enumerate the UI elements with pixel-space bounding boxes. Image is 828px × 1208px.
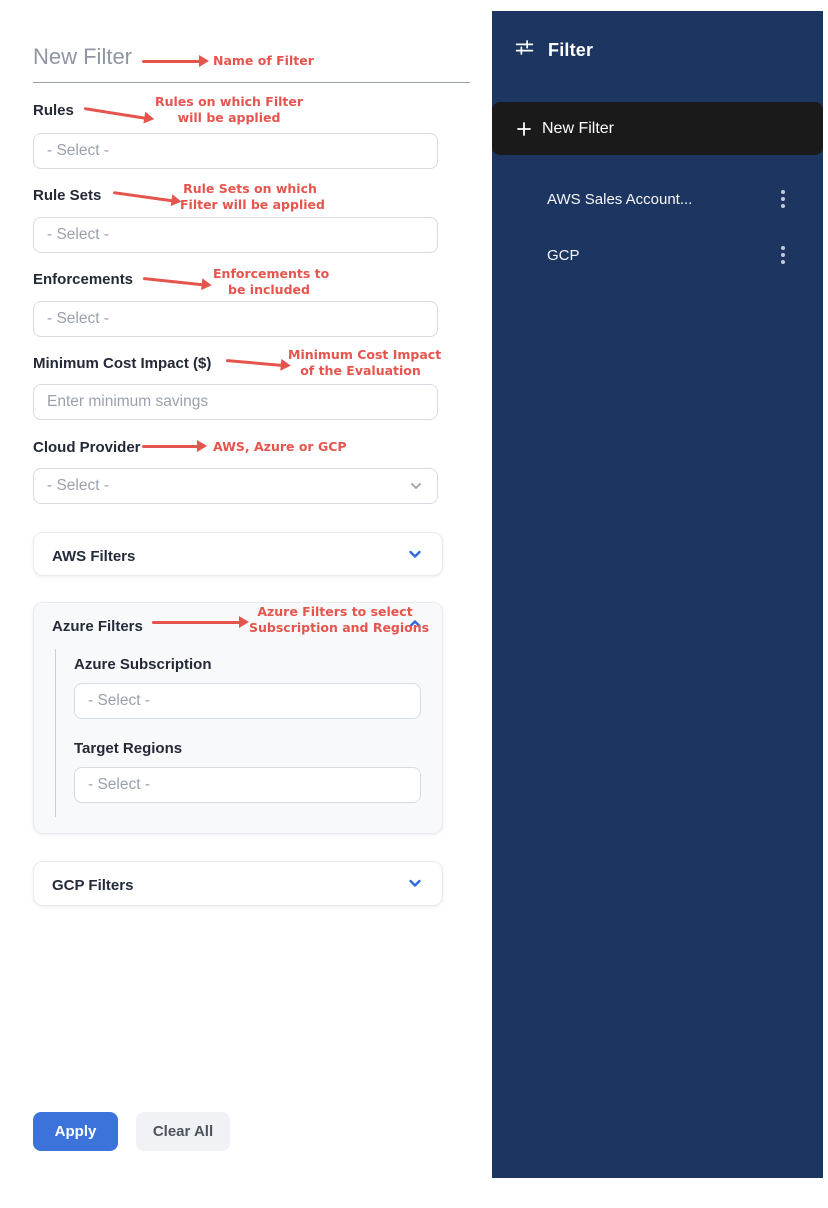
annotation-min-cost-line2: of the Evaluation <box>300 363 421 379</box>
gcp-filters-title: GCP Filters <box>52 877 134 894</box>
kebab-menu-icon[interactable] <box>777 186 789 212</box>
sidebar-item-gcp[interactable] <box>492 227 823 283</box>
sidebar-header <box>492 11 823 88</box>
cloud-provider-select[interactable] <box>33 468 438 504</box>
filter-sidebar <box>492 11 823 1178</box>
apply-button[interactable]: Apply <box>33 1112 118 1151</box>
aws-filters-toggle[interactable] <box>34 533 442 580</box>
annotation-arrow-min-cost <box>226 359 282 367</box>
enforcements-select[interactable] <box>33 301 438 337</box>
indent-guide <box>55 649 56 817</box>
enforcements-label: Enforcements <box>33 271 134 288</box>
annotation-rules-line2: will be applied <box>177 110 281 126</box>
annotation-arrow-azure <box>152 621 240 624</box>
chevron-down-icon <box>406 874 424 897</box>
sidebar-item-label: GCP <box>547 246 580 264</box>
aws-filters-panel <box>33 532 443 576</box>
cloud-provider-select-placeholder: - Select - <box>47 477 110 494</box>
rules-select[interactable] <box>33 133 438 169</box>
rules-label: Rules <box>33 102 74 119</box>
rule-sets-select[interactable] <box>33 217 438 253</box>
annotation-enforcements-line2: be included <box>228 282 310 298</box>
new-filter-button[interactable] <box>492 102 823 155</box>
new-filter-label: New Filter <box>542 119 615 137</box>
annotation-enforcements <box>213 266 330 299</box>
sidebar-item-label: AWS Sales Account... <box>547 190 693 208</box>
target-regions-placeholder: - Select - <box>88 776 151 793</box>
cloud-provider-label: Cloud Provider <box>33 439 141 456</box>
annotation-azure-line2: Subscription and Regions <box>249 620 430 636</box>
annotation-rules-line1: Rules on which Filter <box>155 94 304 109</box>
rules-select-placeholder: - Select - <box>47 142 110 159</box>
annotation-name: Name of Filter <box>213 53 314 68</box>
target-regions-select[interactable] <box>74 767 421 803</box>
enforcements-select-placeholder: - Select - <box>47 310 110 327</box>
aws-filters-title: AWS Filters <box>52 548 136 565</box>
filter-name-input[interactable]: New Filter <box>33 44 133 69</box>
annotation-arrow-rule-sets <box>113 191 173 202</box>
annotation-azure <box>249 604 430 637</box>
azure-subscription-select[interactable] <box>74 683 421 719</box>
gcp-filters-panel <box>33 861 443 906</box>
rule-sets-label: Rule Sets <box>33 187 102 204</box>
name-divider <box>33 82 470 83</box>
annotation-min-cost-line1: Minimum Cost Impact <box>288 347 442 362</box>
annotation-rule-sets-line2: Filter will be applied <box>180 197 325 213</box>
annotation-azure-line1: Azure Filters to select <box>257 604 413 619</box>
azure-filters-title: Azure Filters <box>52 618 143 635</box>
chevron-down-icon <box>406 545 424 568</box>
annotation-rule-sets-line1: Rule Sets on which <box>183 181 317 196</box>
sidebar-title: Filter <box>548 39 594 60</box>
kebab-menu-icon[interactable] <box>777 242 789 268</box>
annotation-cloud-provider: AWS, Azure or GCP <box>213 439 347 454</box>
azure-subscription-label: Azure Subscription <box>74 656 212 673</box>
gcp-filters-toggle[interactable] <box>34 862 442 909</box>
annotation-arrow-cloud-provider <box>142 445 198 448</box>
azure-filters-panel <box>33 602 443 834</box>
chevron-down-icon <box>408 478 424 494</box>
clear-all-button[interactable]: Clear All <box>136 1112 230 1151</box>
annotation-arrow-enforcements <box>143 277 203 286</box>
annotation-enforcements-line1: Enforcements to <box>213 266 330 281</box>
sliders-icon <box>514 37 535 63</box>
sidebar-item-aws-sales-account[interactable] <box>492 171 823 227</box>
plus-icon <box>516 121 532 137</box>
annotation-rules <box>155 94 303 127</box>
annotation-arrow-name <box>142 60 200 63</box>
azure-subscription-placeholder: - Select - <box>88 692 151 709</box>
rule-sets-select-placeholder: - Select - <box>47 226 110 243</box>
target-regions-label: Target Regions <box>74 740 183 757</box>
min-cost-input[interactable] <box>33 384 438 420</box>
saved-filters-list <box>492 171 823 283</box>
min-cost-label: Minimum Cost Impact ($) <box>33 355 212 372</box>
annotation-min-cost <box>288 347 442 380</box>
annotation-arrow-rules <box>84 107 146 120</box>
annotation-rule-sets <box>180 181 325 214</box>
